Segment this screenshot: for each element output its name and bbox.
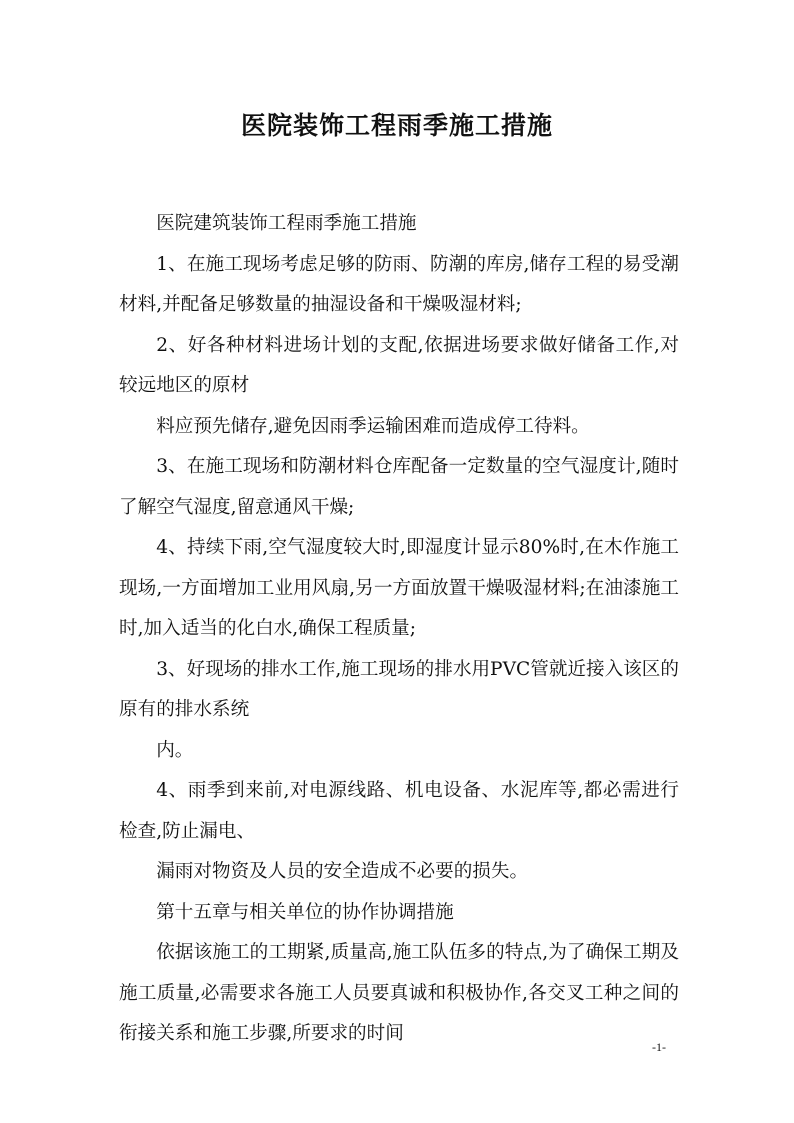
- paragraph: 3、好现场的排水工作,施工现场的排水用PVC管就近接入该区的原有的排水系统: [119, 658, 679, 720]
- page-title: 医院装饰工程雨季施工措施: [240, 111, 553, 140]
- paragraph: 1、在施工现场考虑足够的防雨、防潮的库房,储存工程的易受潮材料,并配备足够数量的抽湿设备和干燥吸湿材料;: [119, 253, 679, 315]
- page-number: -1-: [652, 1040, 666, 1054]
- paragraph: 2、好各种材料进场计划的支配,依据进场要求做好储备工作,对较远地区的原材: [119, 334, 679, 396]
- document-body: [119, 204, 679, 1055]
- paragraph: 4、雨季到来前,对电源线路、机电设备、水泥库等,都必需进行检查,防止漏电、: [119, 780, 679, 842]
- paragraph: 3、在施工现场和防潮材料仓库配备一定数量的空气湿度计,随时了解空气湿度,留意通风干燥;: [119, 456, 679, 518]
- paragraph: 医院建筑装饰工程雨季施工措施: [156, 213, 417, 234]
- paragraph: 依据该施工的工期紧,质量高,施工队伍多的特点,为了确保工期及施工质量,必需要求各施工人员要真诚和积极协作,各交叉工种之间的衔接关系和施工步骤,所要求的时间: [119, 942, 679, 1044]
- chapter-heading: 第十五章与相关单位的协作协调措施: [156, 901, 454, 923]
- paragraph: 4、持续下雨,空气湿度较大时,即湿度计显示80%时,在木作施工现场,一方面增加工业用风扇,另一方面放置干燥吸湿材料;在油漆施工时,加入适当的化白水,确保工程质量;: [119, 537, 679, 639]
- paragraph: 料应预先储存,避免因雨季运输困难而造成停工待料。: [156, 415, 590, 437]
- paragraph: 内。: [156, 739, 194, 761]
- paragraph: 漏雨对物资及人员的安全造成不必要的损失。: [156, 861, 529, 882]
